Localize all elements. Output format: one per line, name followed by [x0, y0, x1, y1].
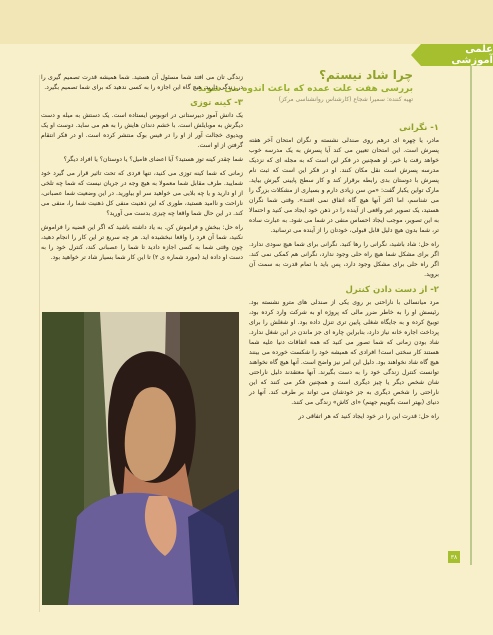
article-author: تهیه کننده: سمیرا شجاع (کارشناس روانشناسی مرکز)	[278, 96, 413, 103]
worry-paragraph: مادر، یا چهره ای درهم روی صندلی نشسته و نگران امتحان آخر هفته پسرش است. این امتحان تعیین می کند آیا پسرش به یک مدرسه خوب خواهد رفت یا خیر. او همچنین در فکر این است که به مجله ای که نزدیک مدرسه پسرش است نقل مکان کنند. او در فکر این است که ثبت نام پسرش با دوستان بدی رابطه برقرار کند و کار سطح پایینی گیرش بیاید. مارک تواین یکبار گفت: «من سن زیادی دارم و بسیاری از مشکلات بزرگ را می شناسم، اما اکثر آنها هیچ گاه اتفاق نمی افتند». وقتی شما نگران هستید، یک تصویر غیر واقعی از آینده را در ذهن خود ایجاد می کنید و احتمالا به این تصویر، موجب ایجاد احساس منفی در شما می شود. به عبارت ساده تر، شما بدون هیچ دلیل قابل قبولی، خودتان را از آینده می ترسانید.	[249, 137, 439, 234]
sad-child-photo	[42, 312, 239, 605]
control-paragraph: مرد میانسالی با ناراحتی بر روی یکی از صندلی های مترو نشسته بود. رئیسش او را به خاطر ضرر مالی که پروژه او به شرکت وارد کرده بود، توبیخ کرده و به جایگاه شغلی پایین تری تنزل داده بود. او شغلش را برای پرداخت اجاره خانه نیاز دارد، بنابراین چاره ای جز ماندن در این شغل ندارد. شاد بودن زمانی که شما تصور می کنید که همه اتفاقات دنیا علیه شما هستند کار سختی است! افرادی که همیشه خود را شکست خورده می بینند هیچ گاه شاد نخواهند بود. دلیل این امر نیز واضح است. آنها هیچ گاه نخواهند توانست کنترل زندگی خود را به دست بگیرند. آنها معتقدند دلیل ناراحتی شان شخص دیگر یا چیز دیگری است و همچنین فکر می کنند که این ناراحتی را شخص دیگری به جز خودشان می تواند بر طرف کند. آنها در دنیای (بهتر است بگوییم جهنم) «ای کاش» زندگی می کنند.	[249, 299, 439, 406]
resentment-paragraph-2: زمانی که شما کینه توزی می کنید، تنها فردی که تحت تاثیر قرار می گیرد خود شمایید. طرف مقابل شما معمولا به هیچ وجه در جریان نیست که شما چه تلخی از او دارید و یا چه بلایی می خواهید سر او بیاورید. در این وضعیت شما عصبانی، ناراحت و ناامید هستید، طوری که این ذهنیت منفی کل ذهنیت شما را، منفی می کند. در این حال شما واقعا چه چیزی بدست می آورید؟	[41, 170, 243, 217]
resentment-heading: ۳- کینه توزی	[190, 98, 243, 108]
worry-solution: راه حل: شاد باشید، نگرانی را رها کنید. نگرانی برای شما هیچ سودی ندارد. اگر برای مشکل شما هیچ راه حلی وجود ندارد، نگرانی هم کمکی نمی کند. اگر راه حلی برای مشکل وجود دارد، پس باید با تمام قدرت به سمت آن بروید.	[249, 241, 439, 278]
resentment-solution: راه حل: ببخش و فراموش کن. به یاد داشته باشید که اگر این قضیه را فراموش نکنید، شما آن فرد را واقعا نبخشیده اید. هر چه سریع تر این کار را انجام دهید، چون وقتی شما به کسی اجازه دادید تا شما را عصبانی کند، کنترل خود را به دست او داده اید (مورد شماره ی ۲) تا این کار شما بسیار شاد تر خواهید بود.	[41, 224, 243, 261]
article-title: چرا شاد نیستم؟	[319, 68, 413, 82]
section-tab: علمی آموزشی	[421, 44, 493, 66]
page-number: ۳۸	[448, 551, 460, 563]
photo-illustration	[42, 312, 239, 605]
resentment-question: شما چقدر کینه توز هستید؟ آیا اعضای فامیل؟ یا دوستان؟ یا افراد دیگر؟	[63, 156, 243, 163]
left-margin-line	[39, 75, 40, 612]
control-solution-start: راه حل: قدرت این را در خود ایجاد کنید که هر اتفاقی در	[298, 413, 439, 420]
side-rule	[470, 45, 472, 565]
top-band	[0, 0, 493, 44]
control-heading: ۲- از دست دادن کنترل	[345, 285, 439, 295]
left-column	[41, 73, 243, 267]
worry-heading: ۱- نگرانی	[399, 123, 439, 133]
right-column	[249, 122, 439, 426]
article-subtitle: بررسی هفت علت عمده که باعث اندوه می شوند	[198, 84, 413, 94]
resentment-paragraph-1: یک دانش آموز دبیرستانی در اتوبوس ایستاده است. یک دستش به میله و دست دیگرش به موبایلش است. با خشم دندان هایش را به هم می ساید. دوست او یک ویدیوی خجالت آور از او را در فیس بوک منتشر کرده است. او در فکر انتقام گرفتن از او است.	[41, 112, 243, 149]
control-solution-end: زندگی تان می افتد شما مسئول آن هستید. شما همیشه قدرت تصمیم گیری را در زندگی دارید. هیچ گاه این اجازه را به کسی ندهید که برای شما تصمیم بگیرد.	[41, 74, 243, 91]
